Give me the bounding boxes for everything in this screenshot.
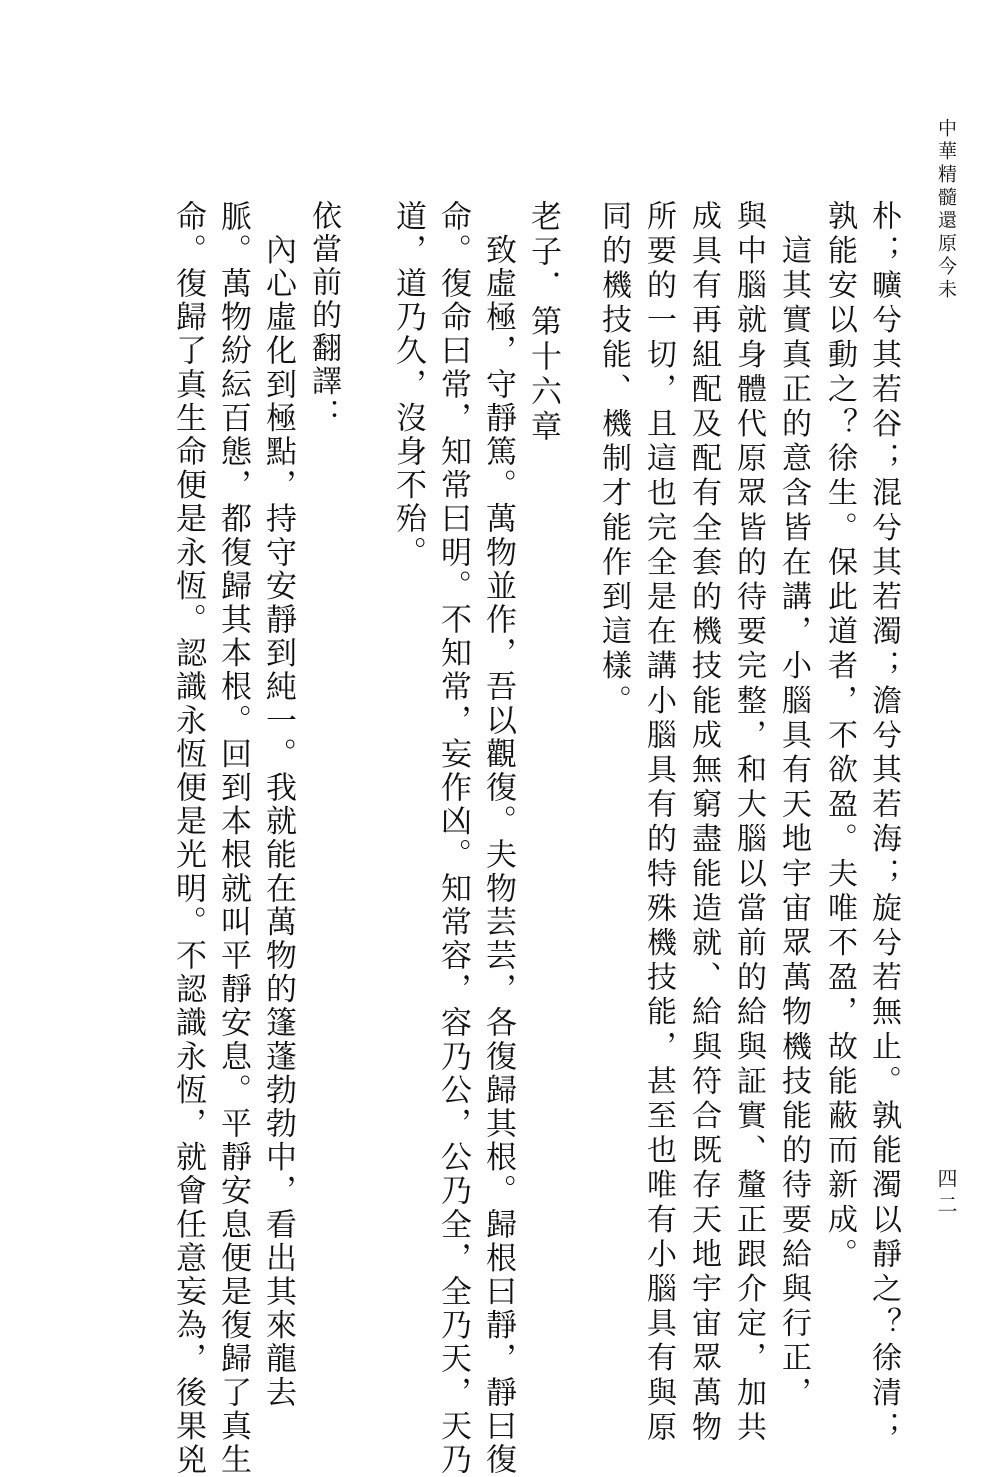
page-body	[124, 200, 904, 1477]
text-line: 朴；曠兮其若谷；混兮其若濁；澹兮其若海；旋兮若無止。孰能濁以靜之？徐清；	[866, 200, 901, 1446]
chapter-line: 命。復命曰常，知常曰明。不知常，妄作凶。知常容，容乃公，公乃全，全乃天，天乃	[435, 200, 471, 1477]
running-header-title: 中華精髓還原今未	[935, 118, 957, 302]
page-number: 四二	[934, 1168, 958, 1220]
translation-label: 依當前的翻譯：	[306, 200, 341, 431]
chapter-line: 道，道乃久，沒身不殆。	[390, 200, 426, 570]
commentary-line: 成具有再組配及配有全套的機技能成無窮盡能造就、給與符合既存天地宇宙眾萬物	[686, 200, 721, 1446]
translation-line: 命。復歸了真生命便是永恆。認識永恆便是光明。不認識永恆，就會任意妄為，後果兇	[170, 200, 206, 1477]
commentary-line: 同的機技能、機制才能作到這樣。	[596, 200, 631, 719]
commentary-line: 所要的一切，且這也完全是在講小腦具有的特殊機技能，甚至也唯有小腦具有與原	[641, 200, 676, 1446]
commentary-line: 這其實真正的意含皆在講，小腦具有天地宇宙眾萬物機技能的待要給與行正，	[776, 200, 811, 1411]
translation-line: 脈。萬物紛紜百態，都復歸其本根。回到本根就叫平靜安息。平靜安息便是復歸了真生	[215, 200, 251, 1477]
text-line: 孰能安以動之？徐生。保此道者，不欲盈。夫唯不盈，故能蔽而新成。	[822, 200, 857, 1273]
commentary-line: 與中腦就身體代原眾皆的待要完整，和大腦以當前的給與証實、釐正跟介定，加共	[731, 200, 766, 1446]
chapter-title: 老子．第十六章	[525, 200, 561, 445]
translation-line: 內心虛化到極點，持守安靜到純一。我就能在萬物的篷蓬勃勃中，看出其來龍去	[260, 200, 296, 1410]
chapter-line: 致虛極，守靜篤。萬物並作，吾以觀復。夫物芸芸，各復歸其根。歸根曰靜，靜曰復	[480, 200, 516, 1477]
